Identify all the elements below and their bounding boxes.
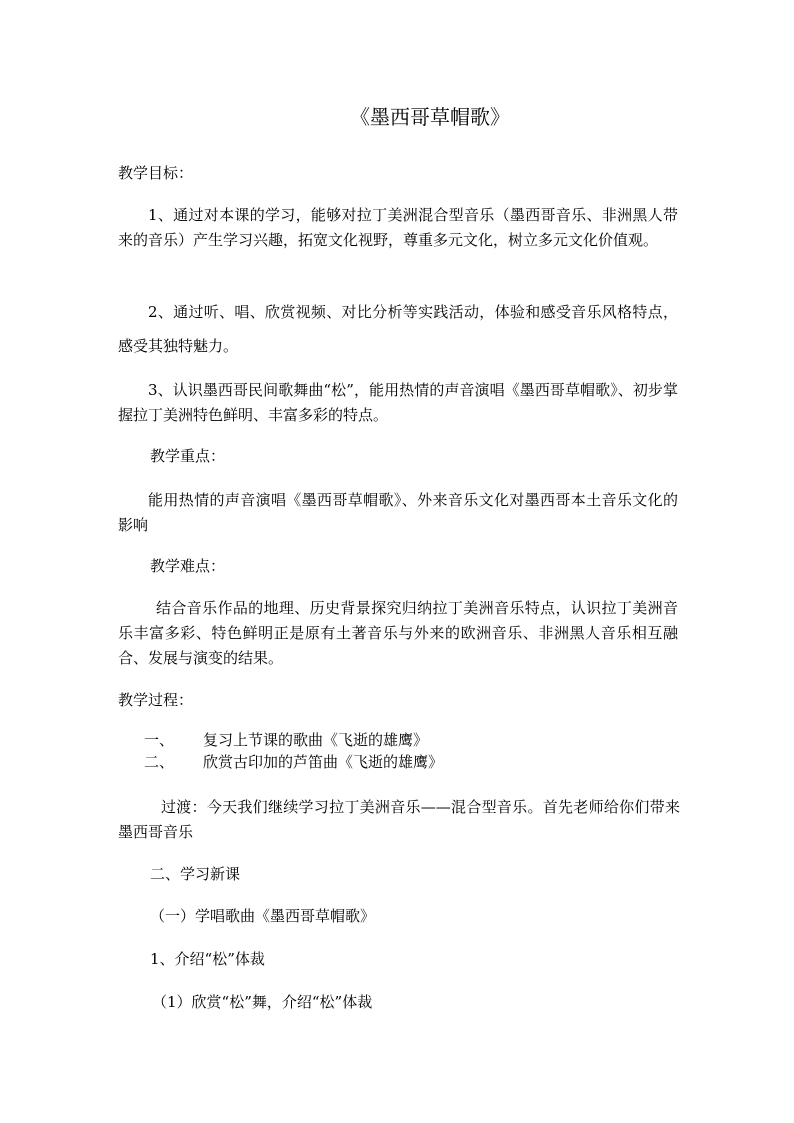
process-item-2-number: 二、 bbox=[144, 753, 175, 771]
process-heading: 教学过程： bbox=[118, 691, 194, 709]
objective-2: 2、通过听、唱、欣赏视频、对比分析等实践活动，体验和感受音乐风格特点，感受其独特魅力。 bbox=[118, 303, 678, 355]
objective-1: 1、通过对本课的学习，能够对拉丁美洲混合型音乐（墨西哥音乐、非洲黑人带来的音乐）产生学习兴趣，拓宽文化视野，尊重多元文化，树立多元文化价值观。 bbox=[118, 206, 678, 249]
process-item-2-text: 欣赏古印加的芦笛曲《飞逝的雄鹰》 bbox=[203, 753, 444, 771]
sub-section-one-subitem: （1）欣赏“松”舞，介绍“松”体裁 bbox=[152, 993, 373, 1011]
process-item-1-text: 复习上节课的歌曲《飞逝的雄鹰》 bbox=[203, 731, 429, 749]
key-points-text: 能用热情的声音演唱《墨西哥草帽歌》、外来音乐文化对墨西哥本土音乐文化的影响 bbox=[118, 491, 678, 534]
sub-section-one: （一）学唱歌曲《墨西哥草帽歌》 bbox=[150, 907, 376, 925]
transition-text: 过渡：今天我们继续学习拉丁美洲音乐——混合型音乐。首先老师给你们带来墨西哥音乐 bbox=[118, 798, 680, 841]
process-item-1-number: 一、 bbox=[144, 731, 175, 749]
difficulties-text: 结合音乐作品的地理、历史背景探究归纳拉丁美洲音乐特点，认识拉丁美洲音乐丰富多彩、特色鲜明正是原有土著音乐与外来的欧洲音乐、非洲黑人音乐相互融合、发展与演变的结果。 bbox=[118, 599, 678, 667]
difficulties-heading: 教学难点： bbox=[150, 557, 226, 575]
objectives-heading: 教学目标： bbox=[118, 164, 194, 182]
objective-3: 3、认识墨西哥民间歌舞曲“松”，能用热情的声音演唱《墨西哥草帽歌》、初步掌握拉丁美洲特色鲜明、丰富多彩的特点。 bbox=[118, 381, 678, 424]
key-points-heading: 教学重点： bbox=[150, 447, 226, 465]
sub-section-one-item: 1、介绍“松”体裁 bbox=[150, 950, 265, 968]
new-lesson-heading: 二、学习新课 bbox=[150, 865, 241, 883]
page-title: 《墨西哥草帽歌》 bbox=[350, 105, 510, 129]
